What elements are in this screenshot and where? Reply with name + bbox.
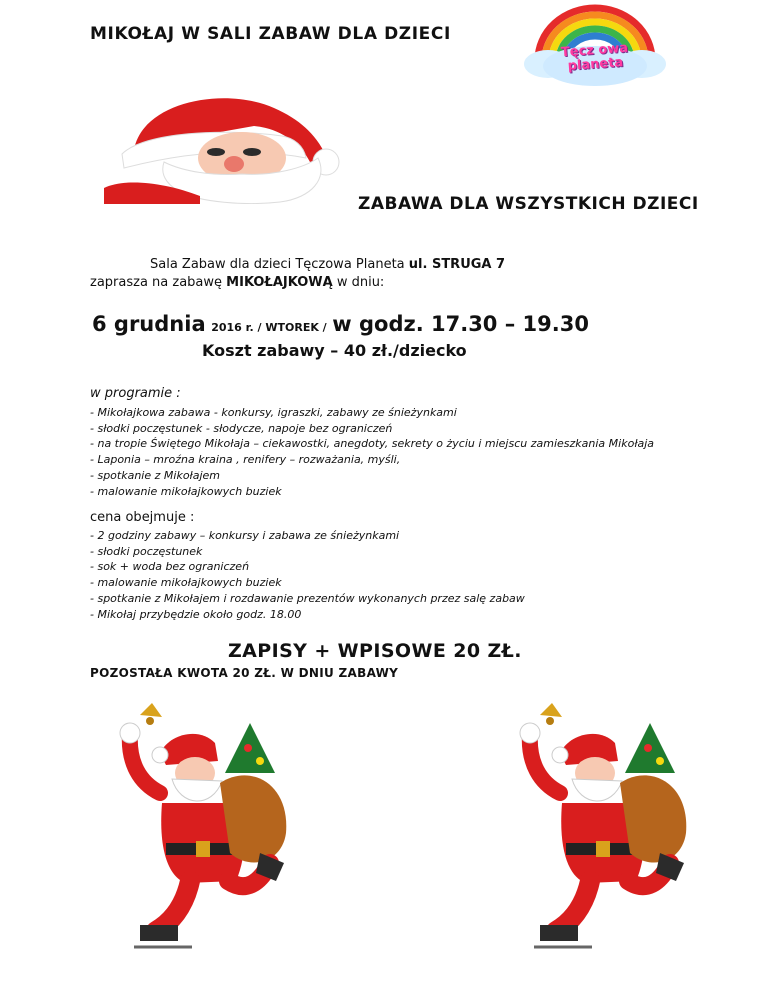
list-item: - sok + woda bez ograniczeń (90, 560, 250, 574)
intro-line-1 (150, 257, 505, 272)
list-item: - spotkanie z Mikołajem (90, 468, 220, 482)
invite-text: zaprasza na zabawę (90, 275, 227, 290)
list-item: - Mikołaj przybędzie około godz. 18.00 (90, 607, 302, 621)
event-time: w godz. 17.30 – 19.30 (332, 312, 589, 336)
rainbow-planet-logo (520, 2, 670, 94)
skating-santa-illustration (100, 703, 300, 958)
santa-head-illustration (104, 92, 342, 204)
list-item: - 2 godziny zabawy – konkursy i zabawa ze śnieżynkami (90, 529, 400, 542)
event-cost: Koszt zabawy – 40 zł./dziecko (202, 341, 467, 360)
list-item: - spotkanie z Mikołajem i rozdawanie prezentów wykonanych przez salę zabaw (90, 591, 525, 605)
event-date: 6 grudnia (92, 312, 206, 336)
remaining-payment: POZOSTAŁA KWOTA 20 ZŁ. W DNIU ZABAWY (90, 666, 399, 680)
list-item: - Laponia – mroźna kraina , renifery – rozważania, myśli, (90, 453, 401, 467)
skating-santa-illustration (500, 703, 700, 958)
list-item: - malowanie mikołajkowych buziek (90, 484, 282, 498)
list-item: - słodki poczęstunek - słodycze, napoje bez ograniczeń (90, 421, 393, 435)
event-date-line (92, 312, 589, 336)
page-title: MIKOŁAJ W SALI ZABAW DLA DZIECI (90, 24, 451, 44)
list-item: - słodki poczęstunek (90, 544, 203, 558)
price-includes-heading: cena obejmuje : (90, 510, 195, 525)
event-subtitle: ZABAWA DLA WSZYSTKICH DZIECI (358, 194, 699, 214)
invite-suffix: w dniu: (332, 275, 385, 290)
intro-line-2 (90, 275, 384, 290)
program-heading: w programie : (90, 386, 181, 401)
list-item: - malowanie mikołajkowych buziek (90, 576, 282, 590)
list-item: - na tropie Świętego Mikołaja – ciekawostki, anegdoty, sekrety o życiu i miejscu zamieszkania Mikołaja (90, 437, 655, 451)
venue-address: ul. STRUGA 7 (408, 257, 506, 272)
event-year-day: 2016 r. / WTOREK / (211, 321, 327, 334)
signup-headline: ZAPISY + WPISOWE 20 ZŁ. (228, 640, 522, 662)
program-list (90, 405, 654, 499)
logo-text: Tęcz owa planeta (560, 40, 629, 74)
venue-name: Sala Zabaw dla dzieci Tęczowa Planeta (150, 257, 409, 272)
event-kind: MIKOŁAJKOWĄ (226, 275, 333, 290)
price-includes-list (90, 528, 525, 622)
list-item: - Mikołajkowa zabawa - konkursy, igraszki, zabawy ze śnieżynkami (90, 406, 457, 419)
